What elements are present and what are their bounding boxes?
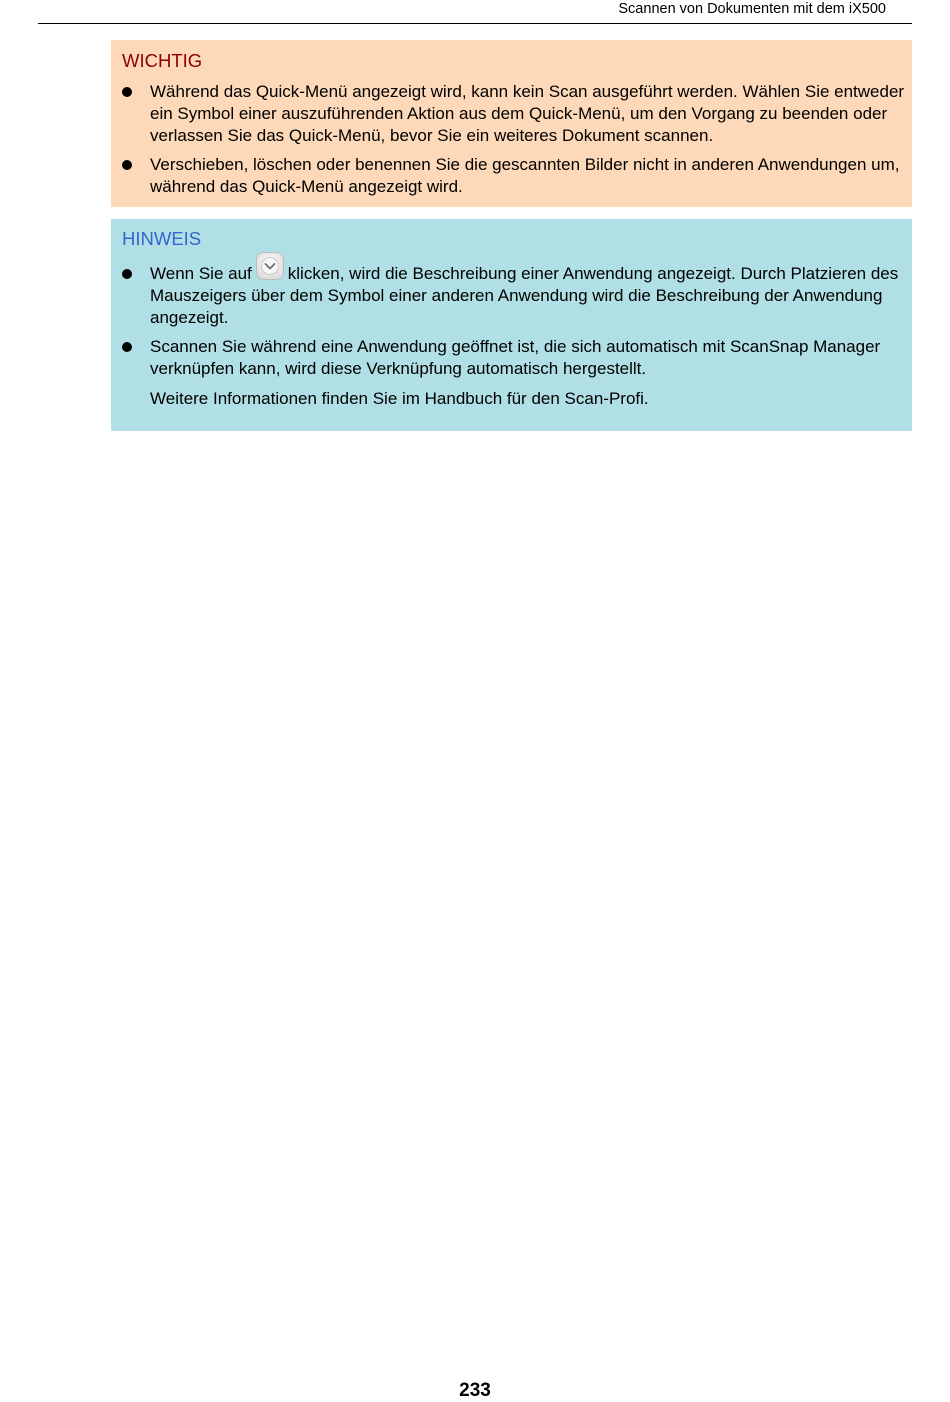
page-header — [38, 0, 912, 24]
bullet-icon — [122, 87, 132, 97]
list-item-text: Verschieben, löschen oder benennen Sie die gescannten Bilder nicht in anderen Anwendungen um, während das Quick-Menü angezeigt wird. — [150, 155, 900, 196]
bullet-icon — [122, 342, 132, 352]
important-heading: WICHTIG — [122, 50, 203, 71]
list-item-extra-text: Weitere Informationen finden Sie im Handbuch für den Scan-Profi. — [150, 389, 649, 408]
list-item-text-end: klicken, wird die Beschreibung einer Anwendung angezeigt. Durch Platzieren des Mauszeigers über dem Symbol einer anderen Anwendung wird die Beschreibung der Anwendung angezeigt. — [150, 264, 899, 327]
list-item-text: Scannen Sie während eine Anwendung geöffnet ist, die sich automatisch mit ScanSnap Manager verknüpfen kann, wird diese Verknüpfung automatisch hergestellt. — [150, 337, 881, 378]
bullet-icon — [122, 269, 132, 279]
page-number: 233 — [459, 1380, 491, 1401]
list-item — [111, 263, 912, 329]
list-item-text-start: Wenn Sie auf — [150, 264, 252, 283]
header-title: Scannen von Dokumenten mit dem iX500 — [618, 1, 886, 17]
list-item — [111, 154, 912, 198]
chevron-down-button-icon — [255, 251, 285, 281]
bullet-icon — [122, 160, 132, 170]
important-box — [111, 40, 912, 207]
list-item-text: Während das Quick-Menü angezeigt wird, kann kein Scan ausgeführt werden. Wählen Sie entweder ein Symbol einer auszuführenden Aktion aus dem Quick-Menü, um den Vorgang zu beenden oder verlassen Sie das Quick-Menü, bevor Sie ein weiteres Dokument scannen. — [150, 82, 905, 145]
important-list — [111, 81, 912, 205]
note-heading: HINWEIS — [122, 228, 202, 249]
list-item — [111, 336, 912, 410]
note-box — [111, 219, 912, 431]
note-list — [111, 263, 912, 417]
list-item — [111, 81, 912, 147]
